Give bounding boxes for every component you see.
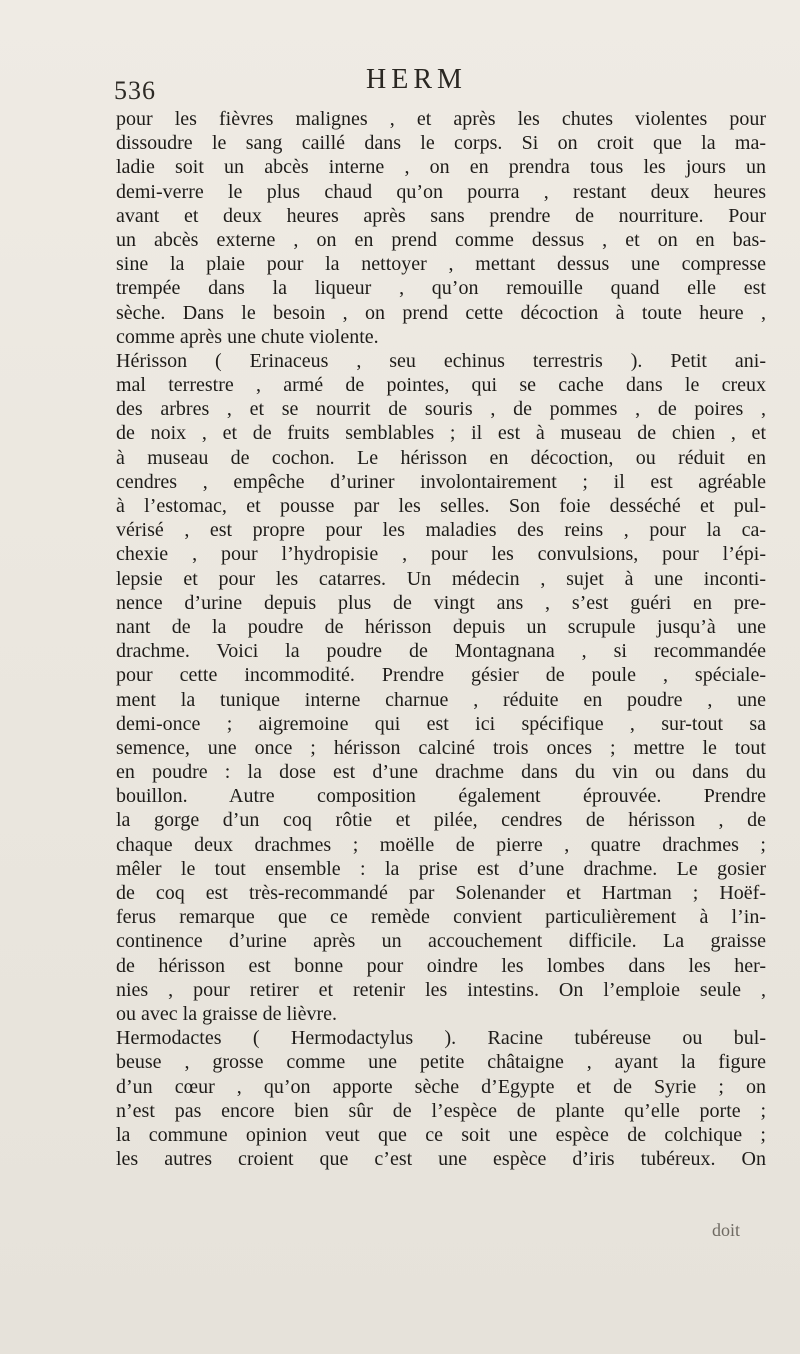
body-line: dissoudre le sang caillé dans le corps. Si on croit que la ma- [116, 132, 766, 155]
running-head: HERM [366, 64, 467, 95]
page-header [112, 64, 762, 104]
body-line: Hérisson ( Erinaceus , seu echinus terrestris ). Petit ani- [116, 349, 766, 372]
body-line: vérisé , est propre pour les maladies des reins , pour la ca- [116, 519, 766, 542]
body-line: des arbres , et se nourrit de souris , de pommes , de poires , [116, 398, 766, 421]
body-line: de coq est très-recommandé par Solenander et Hartman ; Hoëf- [116, 882, 766, 904]
body-line: la gorge d’un coq rôtie et pilée, cendres de hérisson , de [116, 809, 766, 832]
body-line: drachme. Voici la poudre de Montagnana , si recommandée [116, 640, 766, 663]
body-line: les autres croient que c’est une espèce d’iris tubéreux. On [116, 1148, 766, 1171]
body-line: chaque deux drachmes ; moëlle de pierre , quatre drachmes ; [116, 833, 766, 856]
body-line: un abcès externe , on en prend comme dessus , et on en bas- [116, 228, 766, 251]
body-line: mal terrestre , armé de pointes, qui se cache dans le creux [116, 374, 766, 397]
body-line: ferus remarque que ce remède convient particulièrement à l’in- [116, 906, 766, 929]
body-line: semence, une once ; hérisson calciné trois onces ; mettre le tout [116, 736, 766, 759]
body-line: nant de la poudre de hérisson depuis un scrupule jusqu’à une [116, 615, 766, 638]
body-line: continence d’urine après un accouchement difficile. La graisse [116, 930, 766, 953]
body-line: demi-verre le plus chaud qu’on pourra , restant deux heures [116, 180, 766, 203]
body-line: ou avec la graisse de lièvre. [116, 1002, 338, 1025]
body-line: n’est pas encore bien sûr de l’espèce de plante qu’elle porte ; [116, 1099, 766, 1122]
body-line: trempée dans la liqueur , qu’on remouille quand elle est [116, 277, 766, 300]
body-line: de hérisson est bonne pour oindre les lombes dans les her- [116, 954, 766, 977]
body-line: nence d’urine depuis plus de vingt ans , s’est guéri en pre- [116, 591, 766, 614]
body-line: avant et deux heures après sans prendre de nourriture. Pour [116, 204, 766, 227]
body-line: la commune opinion veut que ce soit une espèce de colchique ; [116, 1123, 766, 1146]
body-text [116, 107, 766, 1171]
body-line: ment la tunique interne charnue , réduite en poudre , une [116, 688, 766, 711]
body-line: chexie , pour l’hydropisie , pour les convulsions, pour l’épi- [116, 543, 766, 566]
body-line: sine la plaie pour la nettoyer , mettant dessus une compresse [116, 253, 766, 276]
body-line: en poudre : la dose est d’une drachme dans du vin ou dans du [116, 761, 766, 784]
body-line: à l’estomac, et pousse par les selles. Son foie desséché et pul- [116, 495, 766, 517]
body-line: bouillon. Autre composition également éprouvée. Prendre [116, 785, 766, 808]
body-line: d’un cœur , qu’on apporte sèche d’Egypte et de Syrie ; on [116, 1075, 766, 1098]
body-line: sèche. Dans le besoin , on prend cette décoction à toute heure , [116, 301, 766, 324]
catchword: doit [711, 1220, 740, 1240]
body-line: de noix , et de fruits semblables ; il est à museau de chien , et [116, 422, 766, 445]
body-line: mêler le tout ensemble : la prise est d’une drachme. Le gosier [116, 857, 766, 880]
body-line: nies , pour retirer et retenir les intestins. On l’emploie seule , [116, 978, 766, 1001]
body-line: comme après une chute violente. [116, 325, 379, 348]
body-line: Hermodactes ( Hermodactylus ). Racine tubéreuse ou bul- [116, 1027, 766, 1050]
body-line: beuse , grosse comme une petite châtaigne , ayant la figure [116, 1051, 766, 1074]
page-number: 536 [114, 76, 156, 105]
body-line: cendres , empêche d’uriner involontairement ; il est agréable [116, 470, 766, 493]
body-line: demi-once ; aigremoine qui est ici spécifique , sur-tout sa [116, 712, 766, 735]
body-line: pour les fièvres malignes , et après les chutes violentes pour [116, 108, 766, 130]
body-line: lepsie et pour les catarres. Un médecin , sujet à une inconti- [116, 567, 766, 590]
body-line: pour cette incommodité. Prendre gésier de poule , spéciale- [116, 664, 766, 687]
body-line: à museau de cochon. Le hérisson en décoction, ou réduit en [116, 446, 766, 469]
body-line: ladie soit un abcès interne , on en prendra tous les jours un [116, 156, 766, 179]
